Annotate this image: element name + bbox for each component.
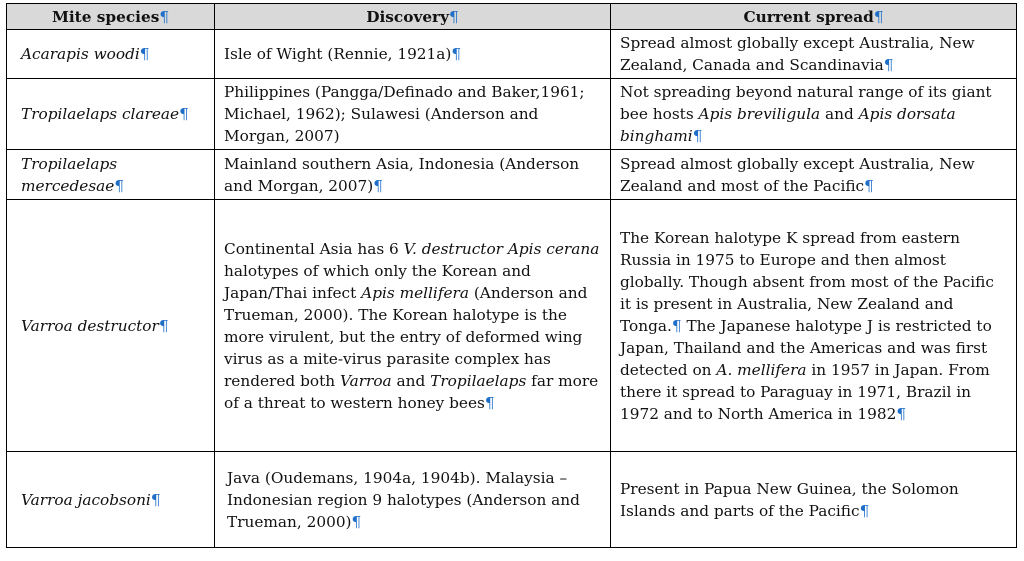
discovery-cell: Philippines (Pangga/Definado and Baker,1961; Michael, 1962); Sulawesi (Anderson and Morgan, 2007) [215, 79, 611, 150]
table-row [7, 200, 1017, 452]
species-cell: Varroa destructor¶ [7, 200, 215, 452]
species-cell: Acarapis woodi¶ [7, 30, 215, 79]
table-row [7, 79, 1017, 150]
header-discovery: Discovery¶ [215, 4, 611, 30]
mite-species-table [6, 3, 1017, 548]
spread-cell: Present in Papua New Guinea, the Solomon Islands and parts of the Pacific¶ [611, 452, 1017, 548]
discovery-cell: Continental Asia has 6 V. destructor Apis cerana halotypes of which only the Korean and Japan/Thai infect Apis mellifera (Anderson and Trueman, 2000). The Korean halotype is the more virulent, but the entry of deformed wing virus as a mite-virus parasite complex has rendered both Varroa and Tropilaelaps far more of a threat to western honey bees¶ [215, 200, 611, 452]
discovery-cell: Java (Oudemans, 1904a, 1904b). Malaysia – Indonesian region 9 halotypes (Anderson and Trueman, 2000)¶ [215, 452, 611, 548]
table-row [7, 30, 1017, 79]
species-cell: Varroa jacobsoni¶ [7, 452, 215, 548]
spread-cell: Spread almost globally except Australia, New Zealand and most of the Pacific¶ [611, 150, 1017, 200]
species-cell: Tropilaelaps clareae¶ [7, 79, 215, 150]
spread-cell: Not spreading beyond natural range of its giant bee hosts Apis breviligula and Apis dorsata binghami¶ [611, 79, 1017, 150]
species-cell: Tropilaelaps mercedesae¶ [7, 150, 215, 200]
discovery-cell: Isle of Wight (Rennie, 1921a)¶ [215, 30, 611, 79]
header-species: Mite species¶ [7, 4, 215, 30]
header-row [7, 4, 1017, 30]
table-row [7, 452, 1017, 548]
table-row [7, 150, 1017, 200]
spread-cell: The Korean halotype K spread from eastern Russia in 1975 to Europe and then almost globally. Though absent from most of the Pacific it is present in Australia, New Zealand and Tonga.¶ The Japanese halotype J is restricted to Japan, Thailand and the Americas and was first detected on A. mellifera in 1957 in Japan. From there it spread to Paraguay in 1971, Brazil in 1972 and to North America in 1982¶ [611, 200, 1017, 452]
spread-cell: Spread almost globally except Australia, New Zealand, Canada and Scandinavia¶ [611, 30, 1017, 79]
header-spread: Current spread¶ [611, 4, 1017, 30]
discovery-cell: Mainland southern Asia, Indonesia (Anderson and Morgan, 2007)¶ [215, 150, 611, 200]
